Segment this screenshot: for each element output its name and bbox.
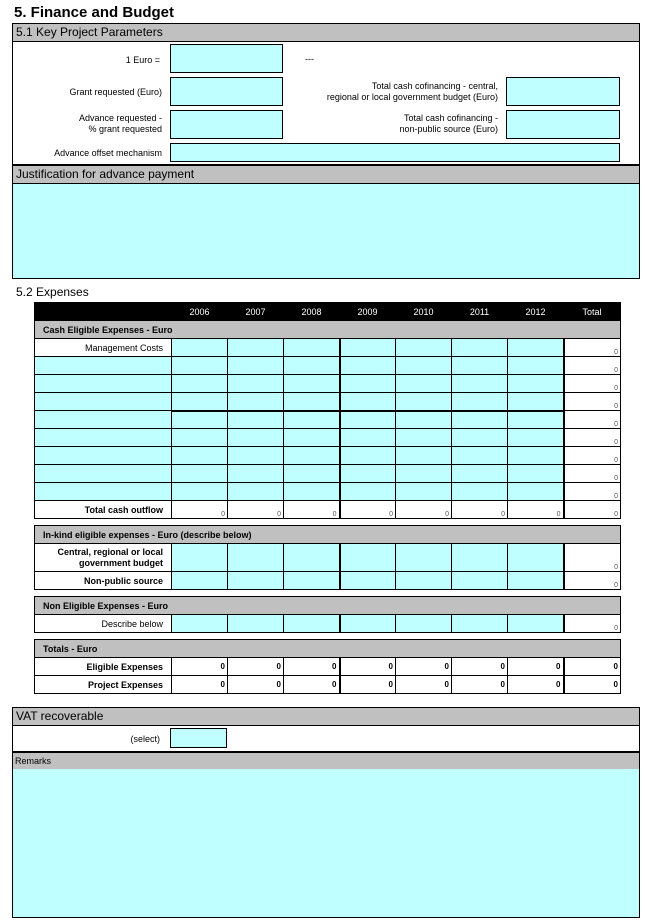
cash-expense-row — [35, 375, 621, 393]
inkind-private-input[interactable] — [172, 572, 228, 590]
cofinancing-private-field[interactable] — [506, 110, 620, 139]
expense-description-input[interactable] — [35, 483, 172, 501]
expense-amount-input[interactable] — [340, 483, 396, 501]
total-cash-outflow-label: Total cash outflow — [35, 501, 172, 519]
total-cash-outflow-value: 0 — [172, 501, 228, 519]
expense-amount-input[interactable] — [340, 339, 396, 357]
expense-amount-input[interactable] — [452, 429, 508, 447]
row-total: 0 — [564, 465, 621, 483]
expense-amount-input[interactable] — [508, 465, 564, 483]
page-title: 5. Finance and Budget — [14, 4, 175, 21]
cash-expense-row — [35, 429, 621, 447]
project-expenses-value: 0 — [284, 676, 340, 694]
expense-amount-input[interactable] — [284, 357, 340, 375]
expense-amount-input[interactable] — [228, 357, 284, 375]
expense-amount-input[interactable] — [452, 483, 508, 501]
management-costs-label: Management Costs — [35, 339, 172, 357]
spacer-row — [35, 633, 621, 640]
expense-amount-input[interactable] — [228, 375, 284, 393]
cofinancing-public-label: Total cash cofinancing - central, regional or local government budget (Euro) — [326, 81, 498, 102]
inkind-private-input[interactable] — [228, 572, 284, 590]
inkind-public-input[interactable] — [228, 544, 284, 572]
year-header-2012: 2012 — [508, 303, 564, 321]
cofinancing-public-field[interactable] — [506, 77, 620, 106]
expense-amount-input[interactable] — [340, 375, 396, 393]
cash-expense-row — [35, 339, 621, 357]
inkind-private-input[interactable] — [452, 572, 508, 590]
inkind-public-input[interactable] — [284, 544, 340, 572]
expense-amount-input[interactable] — [228, 393, 284, 411]
expense-amount-input[interactable] — [284, 465, 340, 483]
cash-eligible-header — [35, 321, 621, 339]
cash-eligible-header-label: Cash Eligible Expenses - Euro — [35, 321, 621, 339]
header-blank — [35, 303, 172, 321]
expense-amount-input[interactable] — [396, 483, 452, 501]
expense-description-input[interactable] — [35, 411, 172, 429]
expense-amount-input[interactable] — [396, 375, 452, 393]
non-eligible-row — [35, 615, 621, 633]
project-expenses-value: 0 — [508, 676, 564, 694]
expense-amount-input[interactable] — [228, 411, 284, 429]
cash-expense-row — [35, 393, 621, 411]
expense-description-input[interactable] — [35, 447, 172, 465]
expense-amount-input[interactable] — [452, 375, 508, 393]
inkind-private-label: Non-public source — [35, 572, 172, 590]
project-expenses-value: 0 — [228, 676, 284, 694]
spacer-cell — [35, 633, 621, 640]
total-cash-outflow-row — [35, 501, 621, 519]
expense-amount-input[interactable] — [284, 339, 340, 357]
expense-amount-input[interactable] — [172, 411, 228, 429]
eligible-expenses-value: 0 — [340, 658, 396, 676]
total-cash-outflow-value: 0 — [284, 501, 340, 519]
key-parameters-header: 5.1 Key Project Parameters — [13, 24, 639, 42]
expense-amount-input[interactable] — [508, 339, 564, 357]
remarks-section — [12, 752, 640, 918]
expense-amount-input[interactable] — [508, 447, 564, 465]
row-total: 0 — [564, 393, 621, 411]
non-eligible-input[interactable] — [340, 615, 396, 633]
expense-description-input[interactable] — [35, 465, 172, 483]
expense-amount-input[interactable] — [172, 447, 228, 465]
non-eligible-input[interactable] — [452, 615, 508, 633]
project-expenses-value: 0 — [340, 676, 396, 694]
expense-amount-input[interactable] — [340, 411, 396, 429]
vat-section — [12, 707, 640, 752]
inkind-public-label — [35, 544, 172, 572]
row-total: 0 — [564, 429, 621, 447]
year-header-2008: 2008 — [284, 303, 340, 321]
cash-expense-row — [35, 465, 621, 483]
expense-amount-input[interactable] — [396, 411, 452, 429]
eligible-expenses-label: Eligible Expenses — [35, 658, 172, 676]
row-total: 0 — [564, 447, 621, 465]
expense-amount-input[interactable] — [172, 465, 228, 483]
inkind-public-input[interactable] — [396, 544, 452, 572]
total-cash-outflow-value: 0 — [340, 501, 396, 519]
advance-offset-label: Advance offset mechanism — [54, 148, 162, 158]
cash-expense-row — [35, 357, 621, 375]
expense-amount-input[interactable] — [284, 429, 340, 447]
expense-amount-input[interactable] — [172, 393, 228, 411]
inkind-public-input[interactable] — [452, 544, 508, 572]
expenses-header: 5.2 Expenses — [16, 285, 89, 299]
justification-textarea[interactable] — [13, 184, 639, 278]
row-total: 0 — [564, 483, 621, 501]
project-expenses-value: 0 — [396, 676, 452, 694]
expense-amount-input[interactable] — [228, 465, 284, 483]
expense-amount-input[interactable] — [396, 465, 452, 483]
expense-amount-input[interactable] — [396, 429, 452, 447]
central-label-line2: government budget — [78, 557, 163, 568]
justification-section — [12, 165, 640, 279]
inkind-private-row — [35, 572, 621, 590]
euro-rate-field[interactable] — [170, 44, 283, 73]
expense-amount-input[interactable] — [228, 429, 284, 447]
inkind-public-total: 0 — [564, 544, 621, 572]
year-header-2010: 2010 — [396, 303, 452, 321]
expenses-table — [34, 302, 621, 694]
row-total: 0 — [564, 339, 621, 357]
total-cash-outflow-value: 0 — [396, 501, 452, 519]
spacer-row — [35, 519, 621, 526]
expense-amount-input[interactable] — [396, 339, 452, 357]
year-header-2011: 2011 — [452, 303, 508, 321]
year-header-row — [35, 303, 621, 321]
grant-requested-field[interactable] — [170, 77, 283, 106]
expense-amount-input[interactable] — [284, 483, 340, 501]
eligible-expenses-value: 0 — [396, 658, 452, 676]
expense-amount-input[interactable] — [452, 357, 508, 375]
expense-amount-input[interactable] — [340, 447, 396, 465]
non-eligible-input[interactable] — [228, 615, 284, 633]
central-label-line1: Central, regional or local — [57, 546, 163, 557]
expense-description-input[interactable] — [35, 375, 172, 393]
year-header-2007: 2007 — [228, 303, 284, 321]
expense-amount-input[interactable] — [508, 357, 564, 375]
totals-header-label: Totals - Euro — [35, 640, 621, 658]
eligible-expenses-value: 0 — [228, 658, 284, 676]
cofinancing-private-label: Total cash cofinancing - non-public source (Euro) — [399, 113, 498, 134]
project-expenses-value: 0 — [452, 676, 508, 694]
expense-amount-input[interactable] — [340, 429, 396, 447]
inkind-private-total: 0 — [564, 572, 621, 590]
row-total: 0 — [564, 411, 621, 429]
non-eligible-header — [35, 597, 621, 615]
non-eligible-header-label: Non Eligible Expenses - Euro — [35, 597, 621, 615]
vat-header: VAT recoverable — [13, 708, 639, 726]
eligible-expenses-value: 0 — [284, 658, 340, 676]
describe-below-label: Describe below — [35, 615, 172, 633]
vat-select[interactable] — [170, 728, 227, 748]
expense-amount-input[interactable] — [284, 375, 340, 393]
spacer-cell — [35, 519, 621, 526]
cash-expense-row — [35, 411, 621, 429]
non-eligible-input[interactable] — [396, 615, 452, 633]
advance-offset-field[interactable] — [170, 143, 620, 162]
eligible-expenses-value: 0 — [172, 658, 228, 676]
eligible-expenses-row — [35, 658, 621, 676]
advance-requested-field[interactable] — [170, 110, 283, 139]
expense-amount-input[interactable] — [228, 339, 284, 357]
non-eligible-input[interactable] — [508, 615, 564, 633]
expense-amount-input[interactable] — [508, 375, 564, 393]
expense-description-input[interactable] — [35, 393, 172, 411]
expense-amount-input[interactable] — [508, 393, 564, 411]
year-header-2006: 2006 — [172, 303, 228, 321]
expense-amount-input[interactable] — [452, 447, 508, 465]
project-expenses-value: 0 — [564, 676, 621, 694]
non-eligible-total: 0 — [564, 615, 621, 633]
advance-requested-label: Advance requested - % grant requested — [78, 113, 162, 134]
euro-rate-label: 1 Euro = — [125, 55, 160, 65]
total-header: Total — [564, 303, 621, 321]
project-expenses-value: 0 — [172, 676, 228, 694]
total-cash-outflow-value: 0 — [228, 501, 284, 519]
non-eligible-input[interactable] — [284, 615, 340, 633]
eligible-expenses-value: 0 — [564, 658, 621, 676]
expense-amount-input[interactable] — [508, 429, 564, 447]
inkind-expenses-header — [35, 526, 621, 544]
inkind-private-input[interactable] — [284, 572, 340, 590]
expense-amount-input[interactable] — [508, 411, 564, 429]
total-cash-outflow-value: 0 — [564, 501, 621, 519]
remarks-header: Remarks — [13, 753, 639, 769]
vat-select-label: (select) — [130, 734, 160, 744]
euro-rate-dash: --- — [305, 54, 314, 64]
expense-amount-input[interactable] — [172, 429, 228, 447]
inkind-expenses-header-label: In-kind eligible expenses - Euro (describe below) — [35, 526, 621, 544]
year-header-2009: 2009 — [340, 303, 396, 321]
grant-requested-label: Grant requested (Euro) — [69, 87, 162, 97]
expense-amount-input[interactable] — [284, 447, 340, 465]
row-total: 0 — [564, 357, 621, 375]
inkind-private-input[interactable] — [396, 572, 452, 590]
expense-amount-input[interactable] — [340, 393, 396, 411]
expense-amount-input[interactable] — [284, 393, 340, 411]
expense-amount-input[interactable] — [452, 339, 508, 357]
cash-expense-row — [35, 447, 621, 465]
eligible-expenses-value: 0 — [508, 658, 564, 676]
expense-amount-input[interactable] — [396, 393, 452, 411]
inkind-private-input[interactable] — [340, 572, 396, 590]
inkind-public-row — [35, 544, 621, 572]
expense-amount-input[interactable] — [172, 339, 228, 357]
expense-amount-input[interactable] — [452, 411, 508, 429]
expense-amount-input[interactable] — [452, 465, 508, 483]
cash-expense-row — [35, 483, 621, 501]
inkind-public-input[interactable] — [172, 544, 228, 572]
remarks-textarea[interactable] — [13, 769, 639, 917]
expense-amount-input[interactable] — [340, 465, 396, 483]
expense-amount-input[interactable] — [508, 483, 564, 501]
inkind-public-input[interactable] — [508, 544, 564, 572]
expense-amount-input[interactable] — [172, 357, 228, 375]
expense-amount-input[interactable] — [452, 393, 508, 411]
inkind-public-input[interactable] — [340, 544, 396, 572]
project-expenses-label: Project Expenses — [35, 676, 172, 694]
expense-amount-input[interactable] — [396, 357, 452, 375]
expense-description-input[interactable] — [35, 429, 172, 447]
expense-amount-input[interactable] — [228, 483, 284, 501]
total-cash-outflow-value: 0 — [508, 501, 564, 519]
row-total: 0 — [564, 375, 621, 393]
spacer-row — [35, 590, 621, 597]
total-cash-outflow-value: 0 — [452, 501, 508, 519]
justification-header: Justification for advance payment — [13, 166, 639, 184]
inkind-private-input[interactable] — [508, 572, 564, 590]
expense-amount-input[interactable] — [172, 375, 228, 393]
expense-amount-input[interactable] — [172, 483, 228, 501]
totals-header — [35, 640, 621, 658]
expense-amount-input[interactable] — [396, 447, 452, 465]
spacer-cell — [35, 590, 621, 597]
project-expenses-row — [35, 676, 621, 694]
expense-amount-input[interactable] — [284, 411, 340, 429]
expense-amount-input[interactable] — [340, 357, 396, 375]
expense-amount-input[interactable] — [228, 447, 284, 465]
expense-description-input[interactable] — [35, 357, 172, 375]
non-eligible-input[interactable] — [172, 615, 228, 633]
eligible-expenses-value: 0 — [452, 658, 508, 676]
